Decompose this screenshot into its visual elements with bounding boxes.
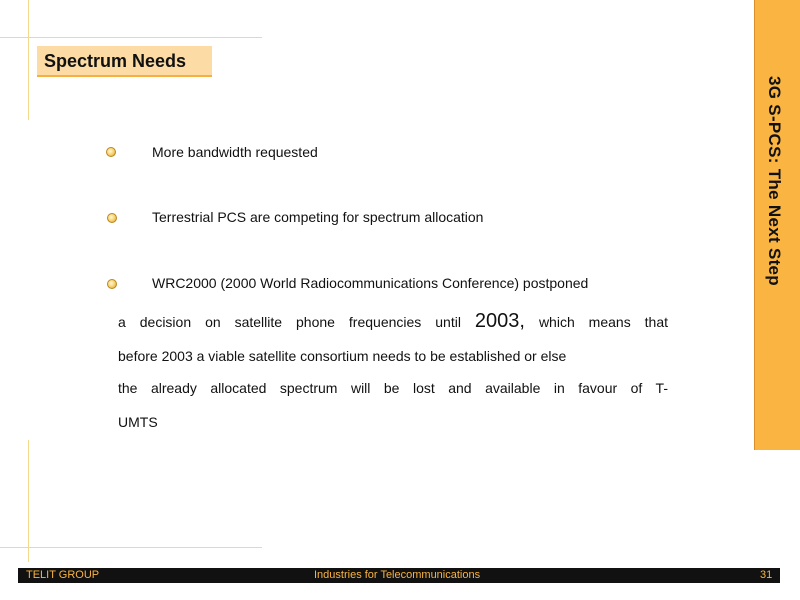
guide-line-top [0, 37, 262, 38]
paragraph-line-3: the already allocated spectrum will be lost and available in favour of T- [118, 380, 668, 396]
side-banner [754, 0, 800, 450]
footer-company: TELIT GROUP [26, 569, 100, 581]
footer-bar [18, 568, 780, 583]
bullet-icon [107, 279, 117, 289]
bullet-icon [106, 147, 116, 157]
paragraph-line-2: before 2003 a viable satellite consortium needs to be established or else [118, 348, 567, 364]
page-number: 31 [760, 569, 773, 581]
side-banner-text: 3G S-PCS: The Next Step [765, 76, 784, 286]
guide-line-left-bottom [28, 440, 29, 562]
guide-line-bottom [0, 547, 262, 548]
highlighted-year: 2003, [474, 310, 525, 332]
bullet-item-wrc2000: WRC2000 (2000 World Radiocommunications Conference) postponed [152, 275, 589, 291]
paragraph-line-1-start: a decision on satellite phone frequencies until [118, 314, 461, 330]
footer-tagline: Industries for Telecommunications [314, 569, 481, 581]
paragraph-line-4: UMTS [118, 414, 158, 430]
page-title: Spectrum Needs [37, 46, 212, 77]
bullet-item-bandwidth: More bandwidth requested [152, 144, 318, 160]
guide-line-left-top [28, 0, 29, 120]
paragraph-line-1-end: which means that [538, 314, 669, 330]
bullet-icon [107, 213, 117, 223]
paragraph-line-1 [118, 310, 668, 333]
bullet-item-terrestrial-pcs: Terrestrial PCS are competing for spectrum allocation [152, 209, 484, 225]
